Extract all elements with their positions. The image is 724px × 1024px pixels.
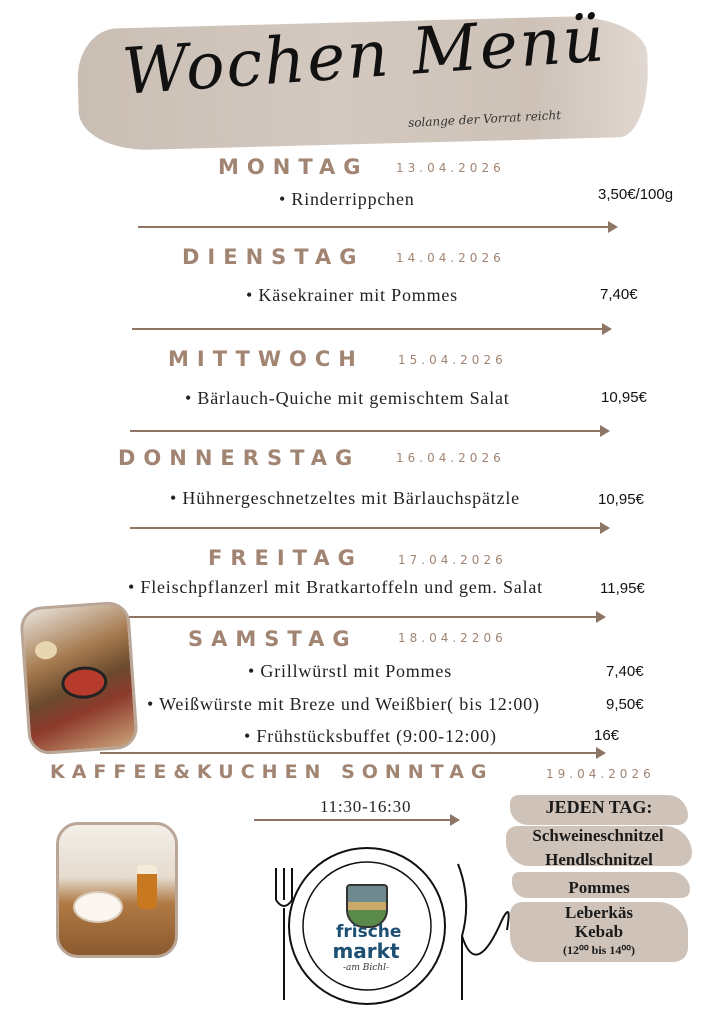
price-saturday-3: 16€ (594, 727, 620, 744)
divider-arrow (130, 527, 608, 529)
menu-item-saturday-3: • Frühstücksbuffet (9:00-12:00) (244, 726, 497, 746)
daily-hours: (12⁰⁰ bis 14⁰⁰) (563, 943, 635, 957)
daily-item: Leberkäs (565, 903, 633, 922)
menu-item-saturday-2: • Weißwürste mit Breze und Weißbier( bis 12:00) (147, 694, 540, 714)
day-thursday: DONNERSTAG (118, 446, 361, 470)
price-tuesday: 7,40€ (600, 286, 638, 303)
price-wednesday: 10,95€ (601, 389, 647, 406)
beer-glass-image (137, 865, 157, 909)
page-title: Wochen Menü (120, 2, 609, 110)
bowl-image (34, 640, 57, 659)
date-monday: 13.04.2026 (396, 161, 505, 175)
date-saturday: 18.04.2206 (398, 631, 507, 645)
day-friday: FREITAG (208, 546, 363, 570)
daily-item: Kebab (574, 922, 624, 941)
menu-item-tuesday: • Käsekrainer mit Pommes (246, 285, 458, 305)
sunday-time: 11:30-16:30 (320, 797, 412, 816)
plate-image (60, 665, 108, 700)
price-friday: 11,95€ (600, 580, 645, 597)
date-friday: 17.04.2026 (398, 553, 507, 567)
menu-item-saturday-1: • Grillwürstl mit Pommes (248, 661, 453, 681)
daily-item: Schweineschnitzel (532, 826, 664, 845)
price-monday: 3,50€/100g (598, 186, 674, 203)
day-tuesday: DIENSTAG (182, 245, 365, 269)
price-saturday-2: 9,50€ (606, 696, 644, 713)
date-sunday: 19.04.2026 (546, 767, 655, 781)
knife-icon (458, 864, 509, 1000)
menu-item-thursday: • Hühnergeschnetzeltes mit Bärlauchspätzle (170, 488, 520, 508)
menu-item-friday: • Fleischpflanzerl mit Bratkartoffeln und gem. Salat (128, 577, 543, 597)
date-thursday: 16.04.2026 (396, 451, 505, 465)
logo-text-frische: frische (336, 922, 402, 942)
price-thursday: 10,95€ (598, 491, 644, 508)
divider-arrow (132, 328, 610, 330)
daily-item: Pommes (568, 878, 630, 897)
divider-arrow (100, 752, 604, 754)
divider-arrow (126, 616, 604, 618)
day-monday: MONTAG (218, 155, 369, 179)
coffee-cake-photo (56, 822, 178, 958)
date-tuesday: 14.04.2026 (396, 251, 505, 265)
page-subtitle: solange der Vorrat reicht (407, 108, 562, 130)
sunday-heading: KAFFEE&KUCHEN SONNTAG (50, 761, 494, 783)
divider-arrow (138, 226, 616, 228)
day-wednesday: MITTWOCH (168, 347, 364, 371)
buffet-photo (19, 600, 139, 755)
daily-item: Hendlschnitzel (545, 850, 653, 869)
plate-image (73, 891, 123, 923)
daily-heading: JEDEN TAG: (545, 797, 653, 817)
logo-text-bichl: -am Bichl- (342, 963, 390, 973)
date-wednesday: 15.04.2026 (398, 353, 507, 367)
divider-arrow (130, 430, 608, 432)
divider-arrow (254, 819, 458, 821)
menu-item-wednesday: • Bärlauch-Quiche mit gemischtem Salat (185, 388, 510, 408)
day-saturday: SAMSTAG (188, 627, 358, 651)
logo-text-markt: markt (332, 939, 400, 963)
price-saturday-1: 7,40€ (606, 663, 644, 680)
menu-item-monday: • Rinderrippchen (279, 189, 415, 209)
